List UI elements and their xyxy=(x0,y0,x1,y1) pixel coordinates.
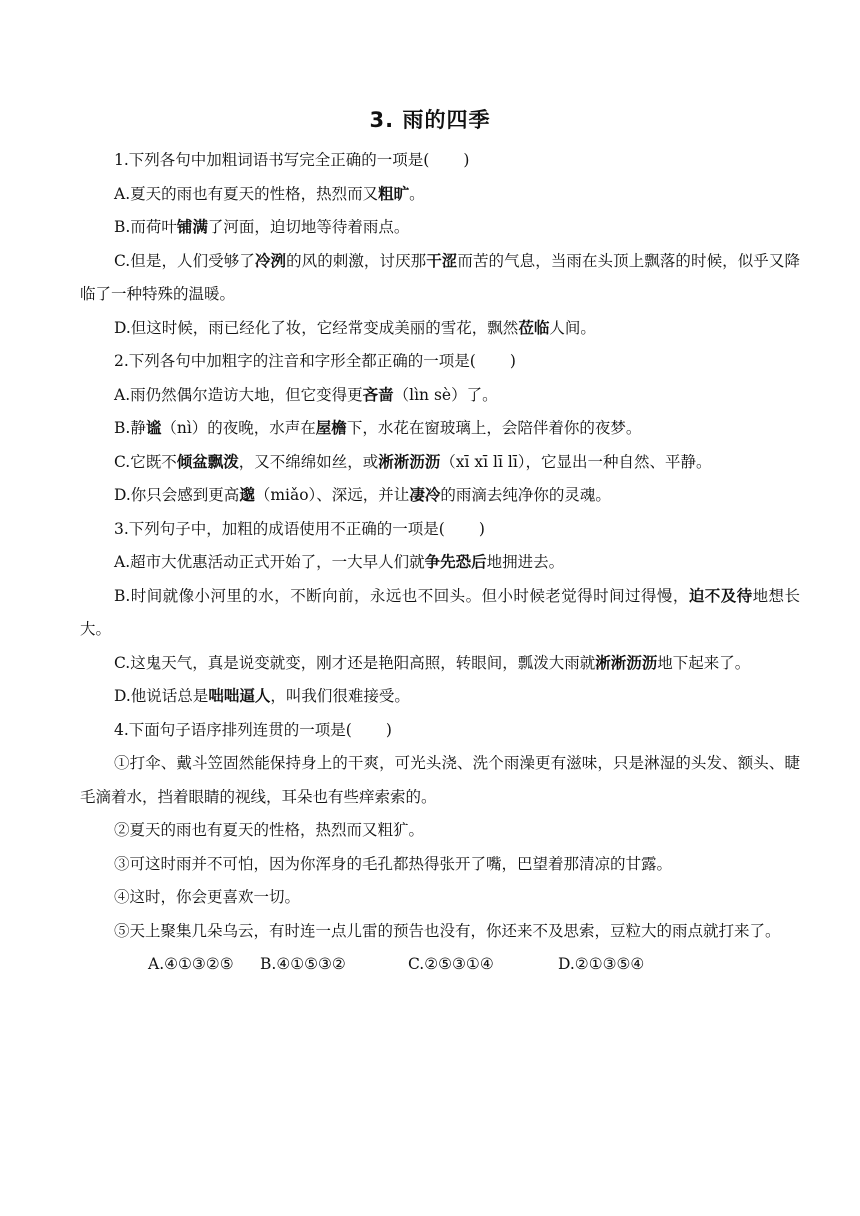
bold-term: 莅临 xyxy=(518,318,550,337)
bold-term: 邈 xyxy=(239,486,255,504)
bold-term: 铺满 xyxy=(176,218,208,236)
option-text: C.它既不 xyxy=(114,452,177,471)
option-text: C.但是，人们受够了 xyxy=(114,251,255,270)
question-2-option-b xyxy=(80,412,800,446)
option-text: 地想长大。 xyxy=(80,586,800,638)
option-text: 的雨滴去纯净你的灵魂。 xyxy=(440,486,611,504)
bold-term: 咄咄逼人 xyxy=(208,687,271,705)
question-4-option-d: D.②①③⑤④ xyxy=(558,955,645,973)
bold-term: 粗旷 xyxy=(378,184,410,203)
question-2-option-c xyxy=(80,446,800,480)
question-4-option-c: C.②⑤③①④ xyxy=(408,955,494,973)
question-1-option-c xyxy=(80,245,800,312)
option-text: A.超市大优惠活动正式开始了，一大早人们就 xyxy=(114,553,425,571)
option-text: D.你只会感到更高 xyxy=(114,486,240,504)
bold-term: 干涩 xyxy=(426,251,458,270)
option-text: 的风的刺激，讨厌那 xyxy=(286,251,427,270)
question-4-stem-text: 4.下面句子语序排列连贯的一项是( xyxy=(114,720,352,739)
question-1-option-b xyxy=(80,211,800,245)
bold-term: 争先恐后 xyxy=(424,553,487,571)
question-3-stem xyxy=(80,513,800,547)
bold-term: 凄冷 xyxy=(409,486,441,504)
option-text: 人间。 xyxy=(549,318,596,337)
question-1-stem-text: 1.下列各句中加粗词语书写完全正确的一项是( xyxy=(114,151,430,169)
option-text: A.夏天的雨也有夏天的性格，热烈而又 xyxy=(114,184,379,203)
question-4-option-b: B.④①⑤③② xyxy=(260,955,346,973)
option-text: A.雨仍然偶尔造访大地，但它变得更 xyxy=(114,385,363,404)
question-4-options xyxy=(80,948,800,982)
option-text: D.但这时候，雨已经化了妆，它经常变成美丽的雪花，飘然 xyxy=(114,318,519,337)
bold-term: 谧 xyxy=(145,419,162,437)
option-text: C.这鬼天气，真是说变就变，刚才还是艳阳高照，转眼间，瓢泼大雨就 xyxy=(114,653,596,672)
bold-term: 吝啬 xyxy=(362,385,394,404)
option-text: 而苦的气息，当雨在头顶上飘落的时候，似乎又降临了一种特殊的温暖。 xyxy=(80,251,800,303)
option-text: ，叫我们很难接受。 xyxy=(270,687,410,705)
question-4-sentence-5: ⑤天上聚集几朵乌云，有时连一点儿雷的预告也没有，你还来不及思索，豆粒大的雨点就打来了。 xyxy=(114,921,781,940)
option-text: （lìn sè）了。 xyxy=(393,385,498,404)
question-2-stem xyxy=(80,345,800,379)
question-2-stem-end: ) xyxy=(509,352,516,370)
option-text: B.静 xyxy=(114,419,146,437)
question-3-option-c xyxy=(80,647,800,681)
option-text: B.而荷叶 xyxy=(114,218,177,236)
question-1-stem-end: ) xyxy=(463,151,470,169)
question-1-stem xyxy=(80,144,800,178)
option-text: 地拥进去。 xyxy=(486,553,565,571)
page-title: 3. 雨的四季 xyxy=(369,108,491,132)
question-3-option-d xyxy=(80,680,800,714)
option-text: 。 xyxy=(409,184,425,203)
question-4-sentence-2: ②夏天的雨也有夏天的性格，热烈而又粗犷。 xyxy=(114,821,425,839)
question-2-option-a xyxy=(80,379,800,413)
bold-term: 淅淅沥沥 xyxy=(595,653,658,672)
option-text: 地下起来了。 xyxy=(657,653,751,672)
question-3-stem-end: ) xyxy=(478,519,485,538)
question-3-option-a xyxy=(80,546,800,580)
question-4-option-a: A.④①③②⑤ xyxy=(148,955,234,973)
bold-term: 屋檐 xyxy=(315,419,347,437)
question-4-stem-end: ) xyxy=(385,720,392,739)
question-4-stem xyxy=(80,714,800,748)
bold-term: 冷洌 xyxy=(254,251,287,270)
question-2-stem-text: 2.下列各句中加粗字的注音和字形全都正确的一项是( xyxy=(114,352,476,370)
bold-term: 迫不及待 xyxy=(688,586,753,605)
question-1-option-d xyxy=(80,312,800,346)
bold-term: 淅淅沥沥 xyxy=(378,452,441,471)
option-text: （nì）的夜晚，水声在 xyxy=(161,419,316,437)
option-text: D.他说话总是 xyxy=(114,687,209,705)
question-2-option-d xyxy=(80,479,800,513)
question-1-option-a xyxy=(80,178,800,212)
question-3-option-b xyxy=(80,580,800,647)
bold-term: 倾盆飘泼 xyxy=(176,452,239,471)
question-3-stem-text: 3.下列句子中，加粗的成语使用不正确的一项是( xyxy=(114,519,445,538)
option-text: 了河面，迫切地等待着雨点。 xyxy=(207,218,410,236)
question-content xyxy=(80,144,800,982)
question-4-sentence-1: ①打伞、戴斗笠固然能保持身上的干爽，可光头浇、洗个雨澡更有滋味，只是淋湿的头发、额头、睫毛滴着水，挡着眼睛的视线，耳朵也有些痒索索的。 xyxy=(80,754,800,806)
option-text: 下，水花在窗玻璃上，会陪伴着你的夜梦。 xyxy=(346,419,642,437)
question-4-sentence-4: ④这时，你会更喜欢一切。 xyxy=(114,888,301,906)
option-text: ，又不绵绵如丝，或 xyxy=(238,452,379,471)
option-text: B.时间就像小河里的水，不断向前，永远也不回头。但小时候老觉得时间过得慢， xyxy=(114,586,689,605)
option-text: （miǎo）、深远，并让 xyxy=(254,486,410,504)
option-text: （xī xī lī lī），它显出一种自然、平静。 xyxy=(440,452,712,471)
question-4-sentence-3: ③可这时雨并不可怕，因为你浑身的毛孔都热得张开了嘴，巴望着那清凉的甘露。 xyxy=(114,854,673,873)
